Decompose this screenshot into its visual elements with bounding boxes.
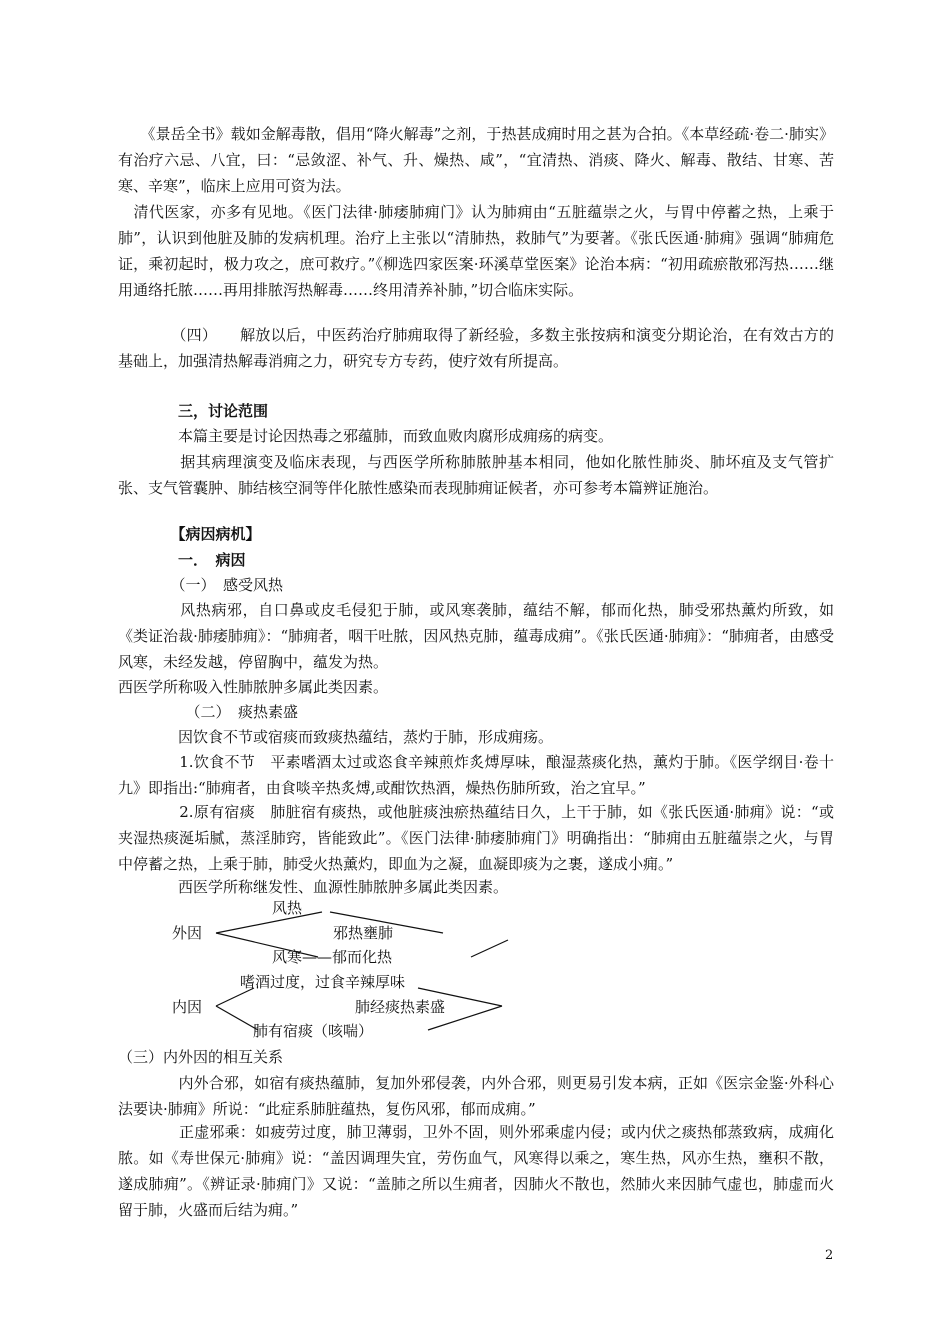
paragraph-hematogenous: 西医学所称继发性、血源性肺脓肿多属此类因素。 — [118, 878, 509, 896]
diagram-phlegm-heat: 肺经痰热素盛 — [355, 998, 446, 1016]
line-internal-to-old-phlegm — [216, 1006, 258, 1030]
heading-phlegm-heat: （二） 痰热素盛 — [118, 703, 299, 721]
heading-discussion-scope: 三，讨论范围 — [118, 402, 269, 420]
diagram-evil-heat-lung: 邪热壅肺 — [333, 924, 394, 942]
paragraph-inhalation: 西医学所称吸入性肺脓肿多属此类因素。 — [118, 678, 389, 696]
paragraph-combined-evil: 内外合邪，如宿有痰热蕴肺，复加外邪侵袭，内外合邪，则更易引发本病，正如《医宗金鉴·外科心法要诀·肺痈》所说：“此症系肺脏蕴热，复伤风邪，郁而成痈。” — [118, 1074, 834, 1118]
heading-wind-heat: （一） 感受风热 — [118, 576, 284, 594]
line-wind-cold-right — [471, 940, 508, 957]
paragraph-jingyue: 《景岳全书》载如金解毒散，倡用“降火解毒”之剂，于热甚成痈时用之甚为合拍。《本草经疏·卷二·肺实》有治疗六忌、八宜，曰：“忌敛涩、补气、升、燥热、咸”，“宜清热、消痰、降火、解毒、散结、甘寒、苦寒、辛寒”，临床上应用可资为法。 — [118, 125, 834, 195]
line-external-to-wind-heat — [216, 912, 322, 933]
paragraph-diet: 因饮食不节或宿痰而致痰热蕴结，蒸灼于肺，形成痈疡。 — [118, 728, 554, 746]
heading-internal-external: （三）内外因的相互关系 — [118, 1048, 284, 1066]
diagram-old-phlegm: 肺有宿痰（咳喘） — [253, 1022, 374, 1040]
paragraph-scope-western: 据其病理演变及临床表现，与西医学所称肺脓肿基本相同，他如化脓性肺炎、肺坏疽及支气管扩张、支气管囊肿、肺结核空洞等伴化脓性感染而表现肺痈证候者，亦可参考本篇辨证施治。 — [118, 453, 834, 497]
paragraph-qing-dynasty: 清代医家，亦多有见地。《医门法律·肺痿肺痈门》认为肺痈由“五脏蕴崇之火，与胃中停蓄之热，上乘于肺”，认识到他脏及肺的发病机理。治疗上主张以“清肺热，救肺气”为要著。《张氏医通·肺痈》强调“肺痈危证，乘初起时，极力攻之，庶可救疗。”《柳选四家医案·环溪草堂医案》论治本病：“初用疏瘀散邪泻热……继用通络托脓……再用排脓泻热解毒……终用清养补肺，”切合临床实际。 — [118, 203, 834, 299]
paragraph-deficiency: 正虚邪乘：如疲劳过度，肺卫薄弱，卫外不固，则外邪乘虚内侵；或内伏之痰热郁蒸致病，成痈化脓。如《寿世保元·肺痈》说：“盖因调理失宜，劳伤血气，风寒得以乘之，寒生热，风亦生热，壅积不散，遂成肺痈”。《辨证录·肺痈门》又说：“盖肺之所以生痈者，因肺火不散也，然肺火来因肺气虚也，肺虚而火留于肺，火盛而后结为痈。” — [118, 1123, 834, 1219]
diagram-alcohol: 嗜酒过度，过食辛辣厚味 — [240, 973, 406, 991]
paragraph-wind-heat: 风热病邪，自口鼻或皮毛侵犯于肺，或风寒袭肺，蕴结不解，郁而化热，肺受邪热薰灼所致，如《类证治裁·肺痿肺痈》：“肺痈者，咽干吐脓，因风热克肺，蕴毒成痈”。《张氏医通·肺痈》：“肺痈者，由感受风寒，未经发越，停留胸中，蕴发为热。 — [118, 601, 834, 671]
diagram-wind-cold: 风寒——郁而化热 — [272, 948, 393, 966]
heading-cause: 一． 病因 — [118, 551, 246, 569]
diagram-wind-heat: 风热 — [272, 899, 303, 917]
paragraph-four: （四） 解放以后，中医药治疗肺痈取得了新经验，多数主张按病和演变分期论治，在有效古方的基础上，加强清热解毒消痈之力，研究专方专药，使疗效有所提高。 — [118, 326, 834, 370]
paragraph-old-phlegm: 2.原有宿痰 肺脏宿有痰热，或他脏痰浊瘀热蕴结日久，上干于肺，如《张氏医通·肺痈》说：“或夹湿热痰涎垢腻，蒸淫肺窍，皆能致此”。《医门法律·肺痿肺痈门》明确指出：“肺痈由五脏蕴崇之火，与胃中停蓄之热，上乘于肺，肺受火热薰灼，即血为之凝，血凝即痰为之裹，遂成小痈。” — [118, 803, 834, 873]
paragraph-scope-main: 本篇主要是讨论因热毒之邪蕴肺，而致血败肉腐形成痈疡的病变。 — [118, 427, 614, 445]
heading-etiology: 【病因病机】 — [118, 525, 261, 543]
diagram-internal-cause: 内因 — [172, 998, 203, 1016]
diagram-external-cause: 外因 — [172, 924, 203, 942]
page-number: 2 — [825, 1248, 834, 1263]
paragraph-diet-detail: 1.饮食不节 平素嗜酒太过或恣食辛辣煎炸炙煿厚味，酿湿蒸痰化热，薰灼于肺。《医学纲目·卷十九》即指出:“肺痈者，由食啖辛热炙煿,或酣饮热酒，燥热伤肺所致，治之宜早。” — [118, 753, 834, 797]
